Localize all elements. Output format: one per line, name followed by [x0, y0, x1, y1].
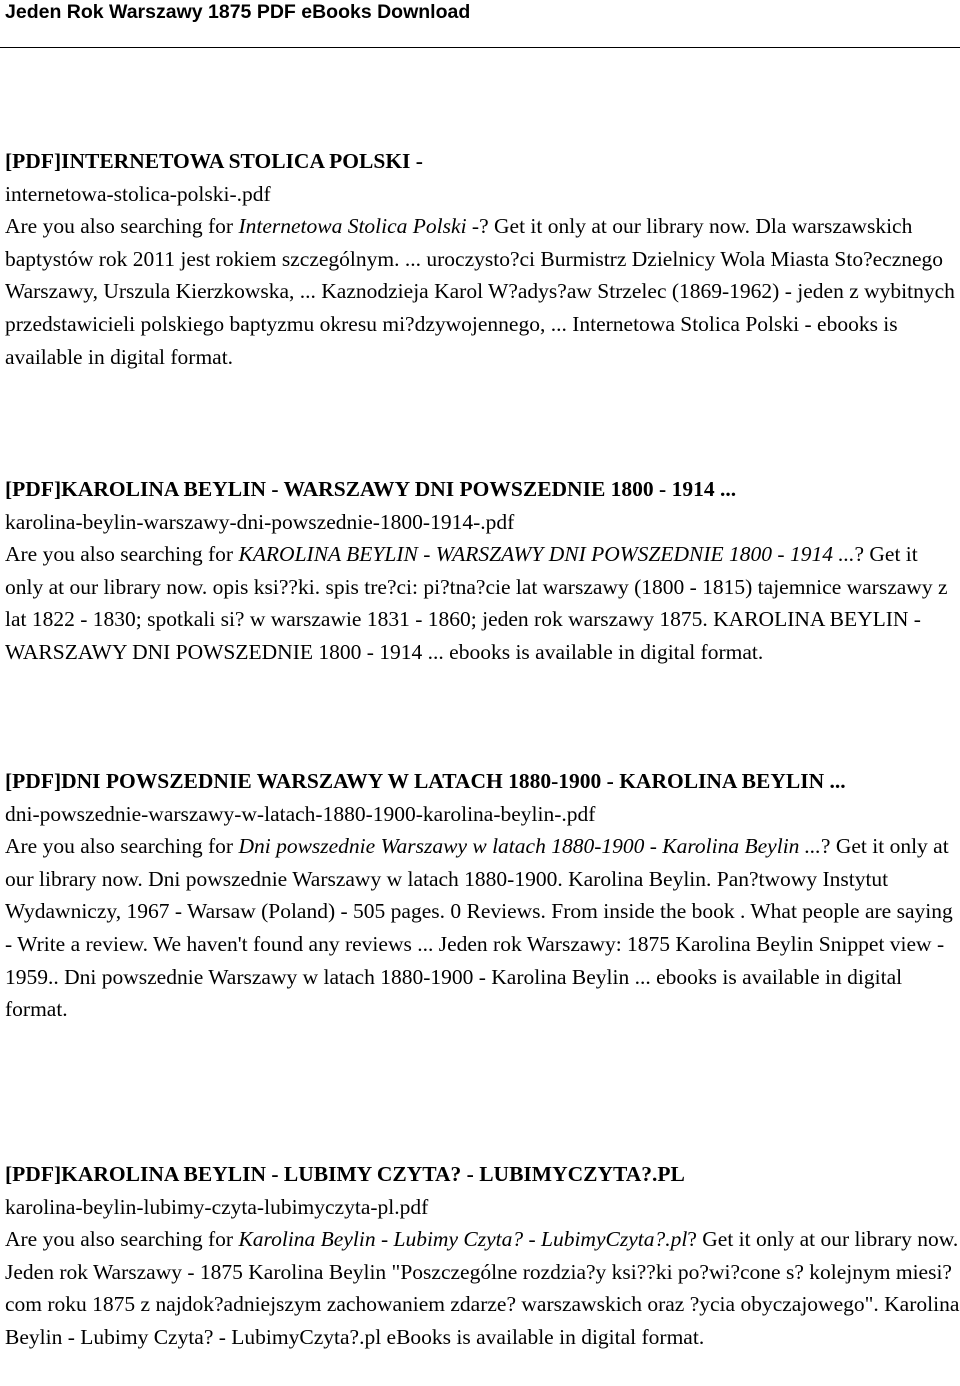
description-intro: Are you also searching for — [5, 1227, 239, 1252]
description-text: ? Get it only at our library now. Dni powszednie Warszawy w latach 1880-1900. Karolina Beylin. Pan?twowy Instytut Wydawniczy, 1967 - Warsaw (Poland) - 505 pages. 0 Reviews. From inside the book . What people are saying - Write a review. We haven't found any reviews ... Jeden rok Warszawy: 1875 Karolina Beylin Snippet view - 1959.. Dni powszednie Warszawy w latach 1880-1900 - Karolina Beylin ... ebooks is available in digital format. — [5, 834, 953, 1022]
description-intro: Are you also searching for — [5, 542, 239, 567]
page-title: Jeden Rok Warszawy 1875 PDF eBooks Download — [5, 1, 471, 23]
book-title: Karolina Beylin - Lubimy Czyta? - LubimyCzyta?.pl — [238, 1227, 688, 1252]
result-description — [5, 210, 960, 373]
result-entry — [5, 1158, 960, 1354]
book-title: KAROLINA BEYLIN - WARSZAWY DNI POWSZEDNIE 1800 - 1914 ... — [238, 542, 855, 567]
result-entry — [5, 145, 960, 373]
result-filename[interactable]: karolina-beylin-lubimy-czyta-lubimyczyta-pl.pdf — [5, 1194, 429, 1219]
description-text: ? Get it only at our library now. Jeden rok Warszawy - 1875 Karolina Beylin "Poszczególne rozdzia?y ksi??ki po?wi?cone s? kolejnym miesi?com roku 1875 z najdok?adniejszym zachowaniem zdarze? warszawskich oraz ?ycia obyczajowego". Karolina Beylin - Lubimy Czyta? - LubimyCzyta?.pl eBooks is available in digital format. — [5, 1227, 960, 1349]
page-header — [0, 0, 960, 52]
book-title: Internetowa Stolica Polski - — [238, 214, 480, 239]
description-text: ? Get it only at our library now. Dla warszawskich baptystów rok 2011 jest rokiem szczególnym. ... uroczysto?ci Burmistrz Dzielnicy Wola Miasta Sto?ecznego Warszawy, Urszula Kierzkowska, ... Kaznodzieja Karol W?adys?aw Strzelec (1869-1962) - jeden z wybitnych przedstawicieli polskiego baptyzmu okresu mi?dzywojennego, ... Internetowa Stolica Polski - ebooks is available in digital format. — [5, 214, 955, 369]
book-title: Dni powszednie Warszawy w latach 1880-1900 - Karolina Beylin ... — [238, 834, 821, 859]
header-divider — [0, 47, 960, 48]
result-title[interactable]: [PDF]KAROLINA BEYLIN - LUBIMY CZYTA? - LUBIMYCZYTA?.PL — [5, 1162, 685, 1186]
result-description — [5, 538, 960, 668]
result-title[interactable]: [PDF]DNI POWSZEDNIE WARSZAWY W LATACH 1880-1900 - KAROLINA BEYLIN ... — [5, 769, 846, 793]
result-title[interactable]: [PDF]INTERNETOWA STOLICA POLSKI - — [5, 149, 423, 173]
result-filename[interactable]: dni-powszednie-warszawy-w-latach-1880-1900-karolina-beylin-.pdf — [5, 801, 596, 826]
result-entry — [5, 765, 960, 1026]
result-description — [5, 830, 960, 1026]
description-intro: Are you also searching for — [5, 214, 239, 239]
description-intro: Are you also searching for — [5, 834, 239, 859]
result-title[interactable]: [PDF]KAROLINA BEYLIN - WARSZAWY DNI POWSZEDNIE 1800 - 1914 ... — [5, 477, 737, 501]
result-filename[interactable]: karolina-beylin-warszawy-dni-powszednie-1800-1914-.pdf — [5, 509, 515, 534]
description-text: ? Get it only at our library now. opis ksi??ki. spis tre?ci: pi?tna?cie lat warszawy (1800 - 1815) tajemnice warszawy z lat 1822 - 1830; spotkali si? w warszawie 1831 - 1860; jeden rok warszawy 1875. KAROLINA BEYLIN - WARSZAWY DNI POWSZEDNIE 1800 - 1914 ... ebooks is available in digital format. — [5, 542, 948, 664]
result-description — [5, 1223, 960, 1353]
result-filename[interactable]: internetowa-stolica-polski-.pdf — [5, 181, 271, 206]
result-entry — [5, 473, 960, 669]
